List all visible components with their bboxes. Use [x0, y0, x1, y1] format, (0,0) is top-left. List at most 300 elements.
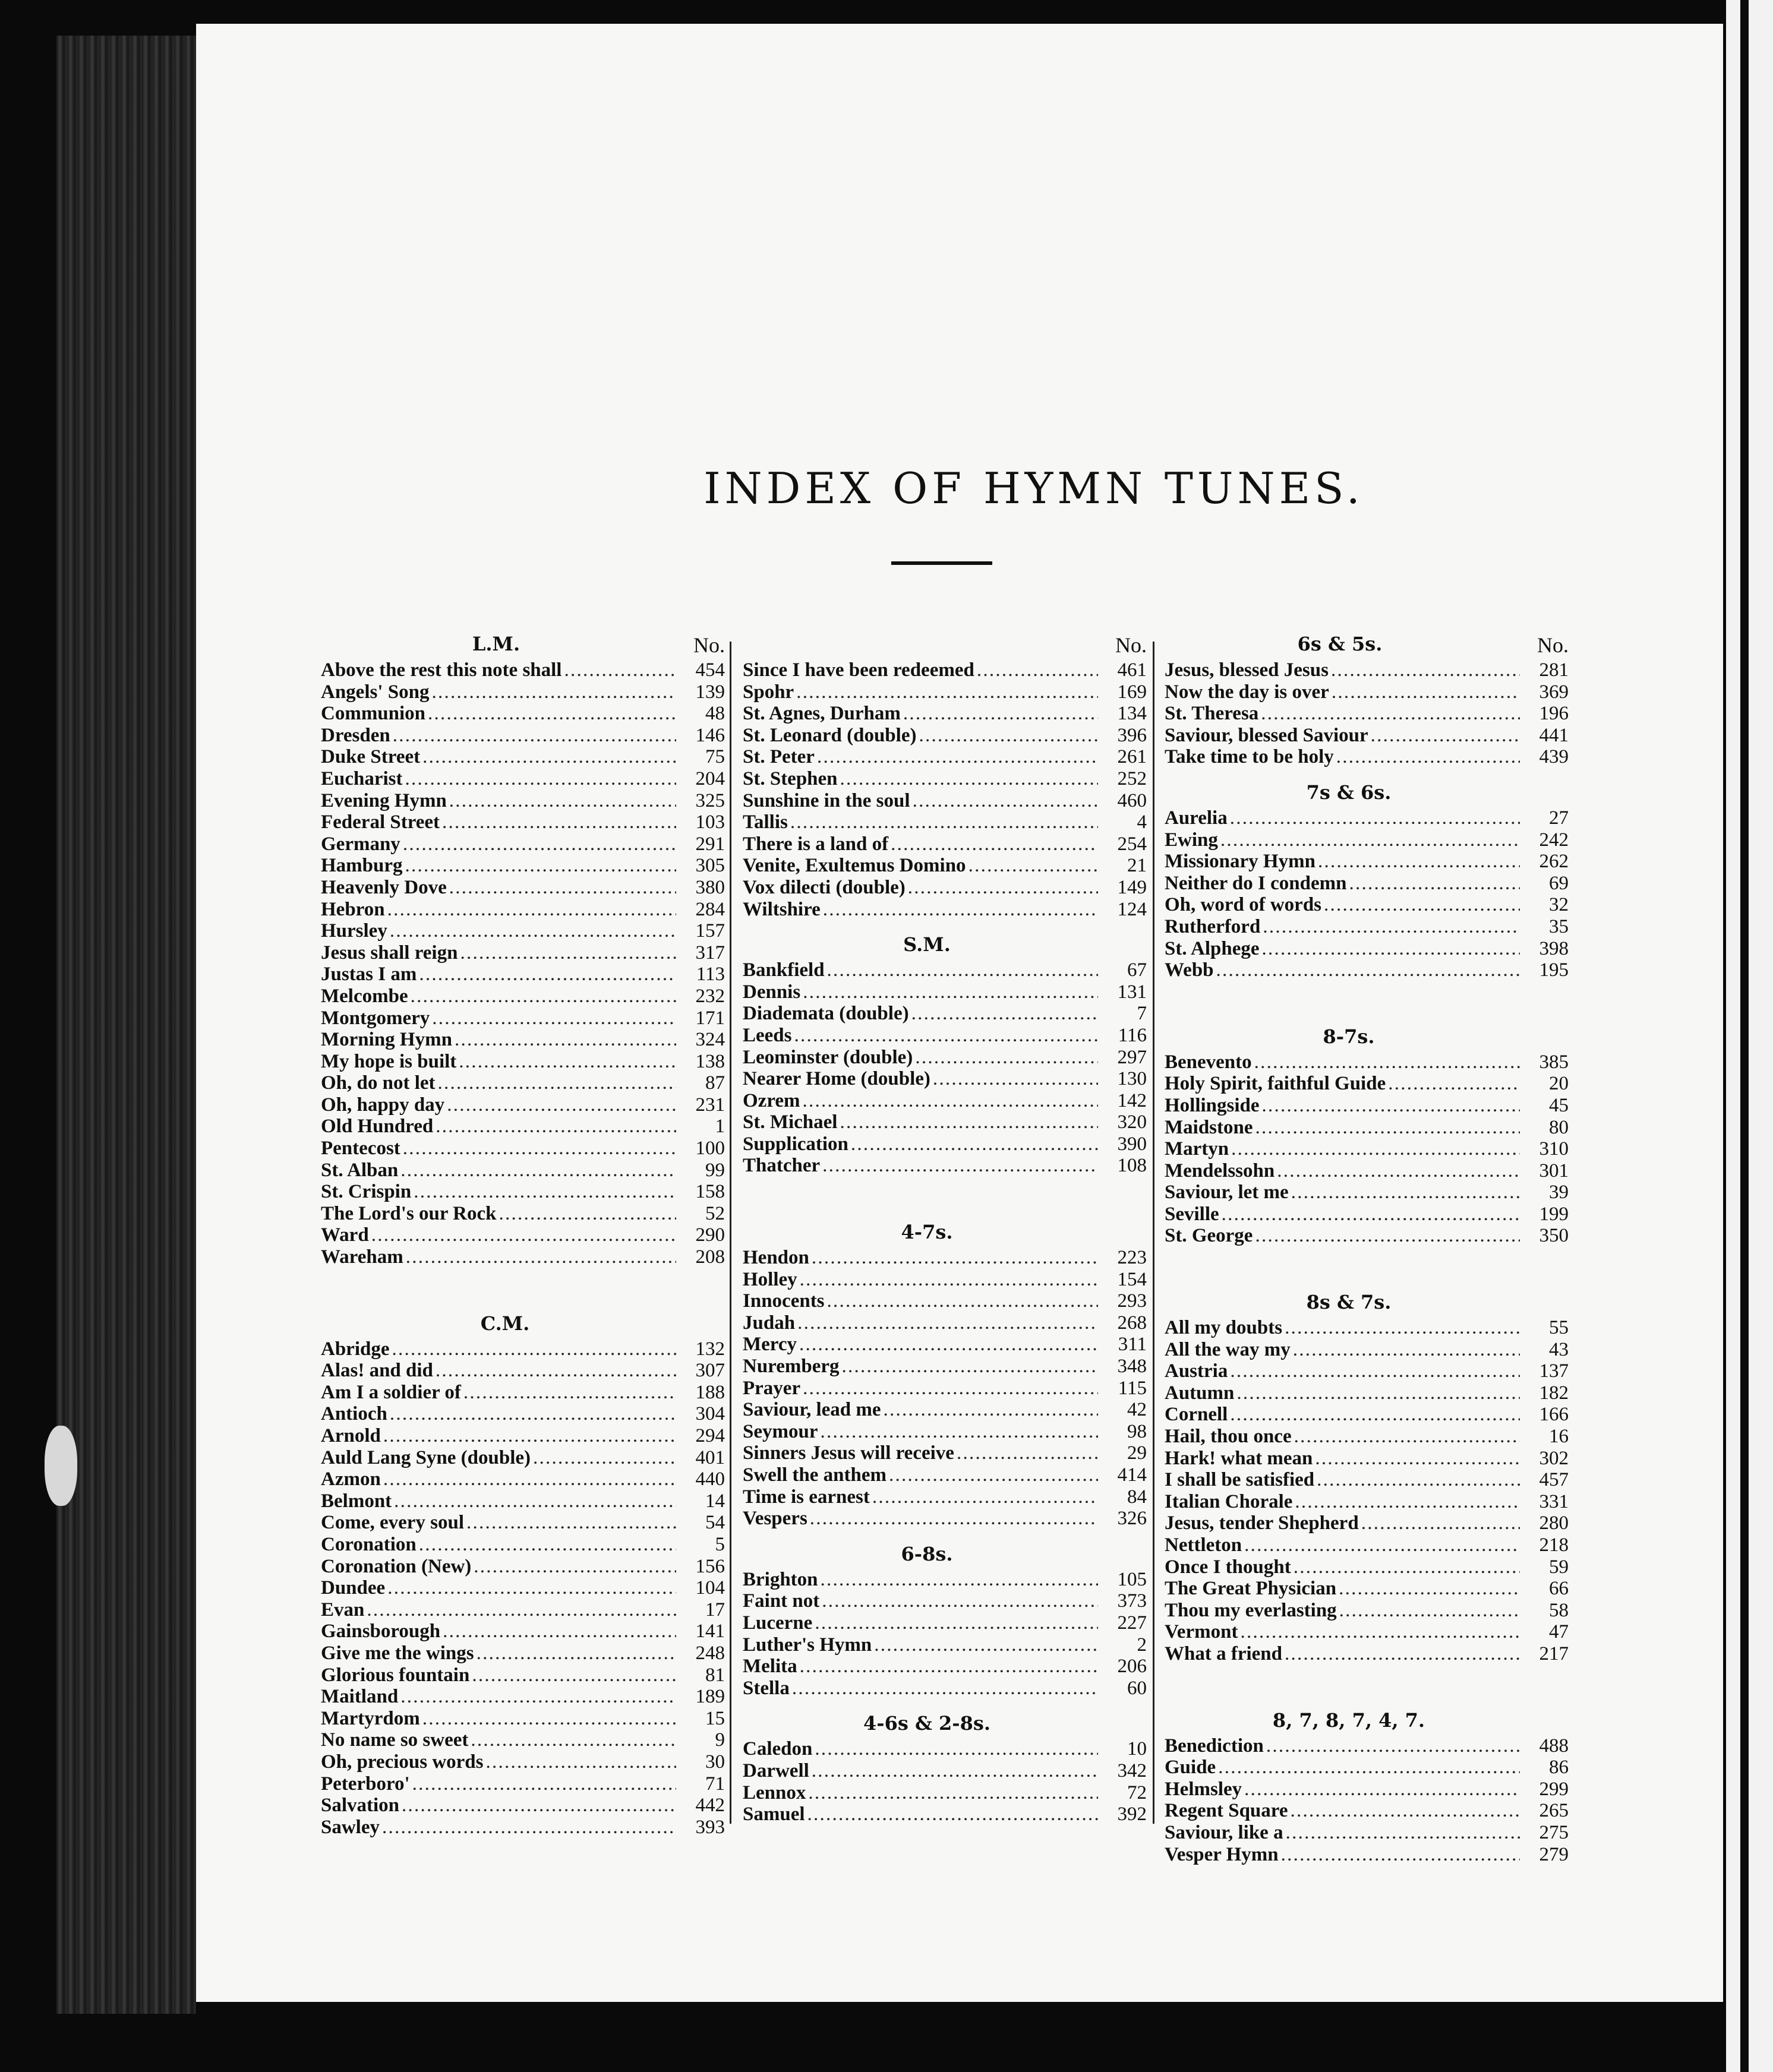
- hymn-number: 189: [695, 1686, 725, 1708]
- tune-name: Peterboro': [321, 1773, 410, 1795]
- hymn-number: 9: [715, 1729, 725, 1751]
- hymn-number: 206: [1117, 1656, 1147, 1678]
- tune-name: Seville: [1165, 1203, 1219, 1225]
- index-entry: [1165, 1491, 1569, 1513]
- book-page-edges: [56, 36, 196, 2014]
- tune-name: Since I have been redeemed: [743, 659, 974, 681]
- tune-name: St. Alban: [321, 1159, 399, 1181]
- hymn-number: 396: [1117, 724, 1147, 746]
- tune-name: Faint not: [743, 1590, 820, 1612]
- index-entry: [743, 1421, 1147, 1443]
- dot-leader: [431, 681, 676, 703]
- index-column-3: [1165, 633, 1569, 1865]
- hymn-number: 457: [1539, 1469, 1569, 1491]
- tune-name: Brighton: [743, 1568, 818, 1590]
- index-entry: [321, 1072, 725, 1094]
- dot-leader: [815, 1738, 1098, 1760]
- tune-name: Hail, thou once: [1165, 1426, 1292, 1448]
- tune-name: Glorious fountain: [321, 1664, 470, 1686]
- tune-name: Saviour, blessed Saviour: [1165, 724, 1368, 746]
- hymn-number: 401: [695, 1446, 725, 1468]
- dot-leader: [817, 746, 1098, 768]
- hymn-number: 105: [1117, 1568, 1147, 1590]
- index-entry: [743, 959, 1147, 981]
- dot-leader: [815, 1612, 1098, 1634]
- tune-name: I shall be satisfied: [1165, 1469, 1315, 1491]
- hymn-number: 199: [1539, 1203, 1569, 1225]
- dot-leader: [1285, 1643, 1520, 1665]
- dot-leader: [449, 790, 676, 812]
- tune-name: Eucharist: [321, 767, 403, 789]
- dot-leader: [564, 659, 676, 681]
- hymn-number: 21: [1127, 855, 1147, 877]
- index-entry: [321, 1751, 725, 1773]
- index-entry: [743, 768, 1147, 790]
- dot-leader: [387, 1577, 676, 1599]
- dot-leader: [1285, 1317, 1520, 1339]
- index-entry: [321, 1773, 725, 1795]
- dot-leader: [419, 964, 676, 986]
- tune-name: Sawley: [321, 1816, 380, 1838]
- index-entry: [321, 1224, 725, 1246]
- section-heading: 4-6s & 2-8s.: [863, 1712, 990, 1735]
- index-entry: [743, 1378, 1147, 1400]
- tune-name: Evan: [321, 1599, 365, 1621]
- index-entry: [1165, 1779, 1569, 1801]
- dot-leader: [792, 1678, 1098, 1700]
- tune-name: Pentecost: [321, 1138, 400, 1160]
- dot-leader: [400, 1686, 676, 1708]
- hymn-number: 488: [1539, 1735, 1569, 1757]
- hymn-number: 35: [1549, 915, 1569, 937]
- index-entry: [321, 746, 725, 768]
- tune-name: Neither do I condemn: [1165, 872, 1347, 894]
- dot-leader: [803, 981, 1098, 1003]
- tune-name: Mendelssohn: [1165, 1160, 1275, 1182]
- dot-leader: [1231, 1138, 1520, 1160]
- hymn-number: 348: [1117, 1356, 1147, 1378]
- dot-leader: [449, 877, 676, 899]
- dot-leader: [851, 1133, 1098, 1155]
- tune-name: Lucerne: [743, 1612, 813, 1634]
- index-entry: [743, 877, 1147, 899]
- index-entry: [743, 1590, 1147, 1612]
- tune-name: Luther's Hymn: [743, 1634, 872, 1656]
- index-entry: [1165, 916, 1569, 938]
- hymn-number: 342: [1117, 1760, 1147, 1782]
- index-entry: [743, 855, 1147, 877]
- tune-name: Sinners Jesus will receive: [743, 1442, 954, 1464]
- hymn-number: 248: [695, 1642, 725, 1664]
- index-entry: [743, 725, 1147, 747]
- dot-leader: [414, 1181, 676, 1203]
- dot-leader: [799, 1334, 1098, 1356]
- dot-leader: [874, 1634, 1098, 1656]
- tune-name: Italian Chorale: [1165, 1490, 1293, 1512]
- hymn-number: 58: [1549, 1599, 1569, 1621]
- dot-leader: [1277, 1160, 1520, 1182]
- dot-leader: [840, 1111, 1098, 1133]
- dot-leader: [1388, 1073, 1520, 1095]
- dot-leader: [400, 1160, 676, 1182]
- index-column-2: [743, 633, 1147, 1825]
- hymn-number: 157: [695, 920, 725, 942]
- section-heading: 7s & 6s.: [1306, 781, 1392, 804]
- tune-name: Diademata (double): [743, 1003, 909, 1025]
- tune-name: Take time to be holy: [1165, 746, 1334, 768]
- index-entry: [743, 1678, 1147, 1700]
- tune-name: Helmsley: [1165, 1778, 1242, 1800]
- dot-leader: [872, 1486, 1098, 1508]
- dot-leader: [442, 811, 676, 833]
- tune-name: Give me the wings: [321, 1642, 474, 1664]
- hymn-number: 262: [1539, 851, 1569, 873]
- facing-page-edge: [1726, 0, 1773, 2072]
- index-entry: [743, 1334, 1147, 1356]
- dot-leader: [403, 1138, 676, 1160]
- tune-name: Bankfield: [743, 959, 825, 981]
- tune-name: Ewing: [1165, 829, 1218, 851]
- index-entry: [321, 1664, 725, 1686]
- index-entry: [1165, 959, 1569, 981]
- index-entry: [743, 1464, 1147, 1486]
- hymn-number: 208: [695, 1246, 725, 1268]
- tune-name: Darwell: [743, 1760, 809, 1782]
- tune-name: Regent Square: [1165, 1800, 1288, 1822]
- hymn-number: 142: [1117, 1089, 1147, 1111]
- index-entry: [1165, 1160, 1569, 1182]
- hymn-number: 390: [1117, 1133, 1147, 1155]
- tune-name: St. Peter: [743, 746, 815, 768]
- dot-leader: [889, 1464, 1098, 1486]
- dot-leader: [390, 1403, 676, 1425]
- index-entry: [743, 833, 1147, 855]
- hymn-number: 30: [705, 1751, 725, 1773]
- index-entry: [1165, 681, 1569, 703]
- tune-name: Benediction: [1165, 1735, 1264, 1757]
- hymn-number: 55: [1549, 1317, 1569, 1339]
- index-entry: [1165, 1182, 1569, 1204]
- hymn-number: 115: [1118, 1377, 1147, 1399]
- tune-name: Thou my everlasting: [1165, 1599, 1337, 1621]
- hymn-number: 373: [1117, 1590, 1147, 1612]
- hymn-number: 45: [1549, 1094, 1569, 1116]
- hymn-number: 134: [1117, 703, 1147, 725]
- hymn-number: 305: [695, 855, 725, 877]
- dot-leader: [474, 1556, 676, 1578]
- dot-leader: [842, 1356, 1098, 1378]
- hymn-number: 350: [1539, 1225, 1569, 1247]
- index-entry: [321, 1138, 725, 1160]
- tune-name: Vox dilecti (double): [743, 876, 906, 898]
- number-column-label: No.: [693, 633, 725, 657]
- index-entry: [321, 1556, 725, 1578]
- tune-name: Communion: [321, 703, 426, 725]
- hymn-number: 14: [705, 1490, 725, 1512]
- tune-name: Swell the anthem: [743, 1464, 886, 1486]
- dot-leader: [812, 1247, 1098, 1269]
- index-entry: [1165, 1643, 1569, 1665]
- index-entry: [1165, 829, 1569, 851]
- tune-name: Heavenly Dove: [321, 876, 447, 898]
- dot-leader: [957, 1442, 1098, 1464]
- dot-leader: [919, 725, 1098, 747]
- index-entry: [1165, 1600, 1569, 1622]
- dot-leader: [1222, 1204, 1520, 1225]
- section-heading: 6s & 5s.: [1297, 633, 1383, 655]
- tune-name: Germany: [321, 833, 400, 855]
- tune-name: Above the rest this note shall: [321, 659, 562, 681]
- tune-name: Coronation: [321, 1533, 417, 1555]
- index-entry: [1165, 938, 1569, 960]
- tune-name: The Lord's our Rock: [321, 1202, 497, 1224]
- dot-leader: [810, 1508, 1098, 1530]
- dot-leader: [840, 768, 1098, 790]
- dot-leader: [1290, 1800, 1520, 1822]
- index-entry: [1165, 1578, 1569, 1600]
- index-entry: [321, 964, 725, 986]
- index-entry: [1165, 659, 1569, 681]
- dot-leader: [472, 1664, 676, 1686]
- tune-name: Aurelia: [1165, 807, 1228, 829]
- index-entry: [1165, 1095, 1569, 1117]
- hymn-number: 17: [705, 1599, 725, 1621]
- index-entry: [321, 855, 725, 877]
- tune-name: Hamburg: [321, 855, 403, 877]
- dot-leader: [800, 1269, 1098, 1291]
- hymn-number: 104: [695, 1577, 725, 1599]
- tune-name: Jesus, blessed Jesus: [1165, 659, 1329, 681]
- dot-leader: [1218, 1757, 1520, 1779]
- index-entry: [1165, 1117, 1569, 1139]
- tune-name: Maitland: [321, 1686, 399, 1708]
- dot-leader: [827, 959, 1098, 981]
- dot-leader: [1317, 1469, 1520, 1491]
- hymn-number: 398: [1539, 937, 1569, 959]
- hymn-number: 154: [1117, 1268, 1147, 1290]
- hymn-number: 440: [695, 1468, 725, 1490]
- hymn-number: 86: [1549, 1757, 1569, 1779]
- tune-name: Gainsborough: [321, 1621, 441, 1643]
- tune-name: Vespers: [743, 1508, 807, 1530]
- index-entry: [743, 1634, 1147, 1656]
- index-entry: [321, 1203, 725, 1225]
- hymn-number: 72: [1127, 1782, 1147, 1803]
- index-entry: [1165, 1534, 1569, 1556]
- index-entry: [743, 1269, 1147, 1291]
- dot-leader: [933, 1068, 1098, 1090]
- hymn-number: 218: [1539, 1534, 1569, 1556]
- tune-name: Salvation: [321, 1795, 400, 1817]
- index-entry: [321, 986, 725, 1007]
- hymn-number: 261: [1117, 746, 1147, 768]
- dot-leader: [797, 1312, 1098, 1334]
- hymn-number: 7: [1137, 1003, 1147, 1025]
- hymn-number: 232: [695, 985, 725, 1007]
- dot-leader: [438, 1072, 676, 1094]
- hymn-number: 67: [1127, 959, 1147, 981]
- index-entry: [1165, 873, 1569, 895]
- dot-leader: [823, 899, 1098, 921]
- index-entry: [1165, 1360, 1569, 1382]
- index-entry: [743, 1356, 1147, 1378]
- hymn-number: 132: [695, 1338, 725, 1360]
- hymn-number: 188: [695, 1381, 725, 1403]
- dot-leader: [827, 1290, 1098, 1312]
- dot-leader: [392, 1338, 677, 1360]
- column-header-row: [743, 633, 1147, 659]
- hymn-number: 113: [696, 964, 725, 986]
- hymn-number: 392: [1117, 1803, 1147, 1825]
- tune-name: There is a land of: [743, 833, 889, 855]
- index-entry: [321, 1686, 725, 1708]
- dot-leader: [1332, 681, 1520, 703]
- hymn-number: 310: [1539, 1138, 1569, 1160]
- tune-name: Leeds: [743, 1024, 792, 1046]
- index-entry: [321, 1599, 725, 1621]
- dot-leader: [908, 877, 1098, 899]
- hymn-number: 385: [1539, 1051, 1569, 1073]
- dot-leader: [1230, 807, 1520, 829]
- dot-leader: [911, 1003, 1098, 1025]
- index-entry: [321, 811, 725, 833]
- dot-leader: [1220, 829, 1520, 851]
- hymn-number: 42: [1127, 1399, 1147, 1421]
- hymn-number: 103: [695, 811, 725, 833]
- index-entry: [1165, 1512, 1569, 1534]
- dot-leader: [466, 1512, 676, 1534]
- hymn-number: 139: [695, 681, 725, 703]
- tune-name: St. George: [1165, 1225, 1253, 1247]
- hymn-number: 137: [1539, 1360, 1569, 1382]
- hymn-number: 326: [1117, 1508, 1147, 1530]
- tune-name: Rutherford: [1165, 915, 1261, 937]
- index-page: [196, 24, 1723, 2002]
- dot-leader: [1244, 1534, 1520, 1556]
- index-entry: [743, 1312, 1147, 1334]
- tune-name: Dennis: [743, 981, 801, 1003]
- number-column-label: No.: [1115, 633, 1147, 657]
- hymn-number: 331: [1539, 1490, 1569, 1512]
- dot-leader: [402, 1795, 676, 1817]
- dot-leader: [977, 659, 1098, 681]
- index-entry: [743, 1782, 1147, 1804]
- index-entry: [321, 1729, 725, 1751]
- dot-leader: [1244, 1779, 1520, 1801]
- hymn-number: 169: [1117, 681, 1147, 703]
- hymn-number: 48: [705, 703, 725, 725]
- dot-leader: [1263, 916, 1520, 938]
- index-column-1: [321, 633, 725, 1838]
- index-entry: [321, 1029, 725, 1051]
- dot-leader: [1216, 959, 1520, 981]
- tune-name: Morning Hymn: [321, 1029, 452, 1051]
- hymn-number: 54: [705, 1512, 725, 1534]
- dot-leader: [1286, 1822, 1520, 1844]
- dot-leader: [822, 1590, 1098, 1612]
- hymn-number: 47: [1549, 1621, 1569, 1643]
- dot-leader: [1230, 1404, 1520, 1426]
- dot-leader: [419, 1534, 676, 1556]
- hymn-number: 254: [1117, 833, 1147, 855]
- index-entry: [321, 790, 725, 812]
- index-entry: [321, 1360, 725, 1382]
- tune-name: Once I thought: [1165, 1556, 1291, 1578]
- index-entry: [321, 1382, 725, 1404]
- tune-name: Oh, word of words: [1165, 894, 1322, 916]
- dot-leader: [822, 1155, 1098, 1177]
- hymn-number: 1: [715, 1116, 725, 1138]
- dot-leader: [1371, 725, 1520, 747]
- hymn-number: 439: [1539, 746, 1569, 768]
- tune-name: Dresden: [321, 724, 390, 746]
- index-entry: [1165, 1225, 1569, 1247]
- tune-name: St. Michael: [743, 1111, 838, 1133]
- index-entry: [1165, 1317, 1569, 1339]
- hymn-number: 5: [715, 1533, 725, 1555]
- dot-leader: [913, 790, 1098, 812]
- tune-name: Missionary Hymn: [1165, 851, 1315, 873]
- hymn-number: 60: [1127, 1677, 1147, 1699]
- hymn-number: 369: [1539, 681, 1569, 703]
- tune-name: Samuel: [743, 1803, 805, 1825]
- index-entry: [743, 1155, 1147, 1177]
- index-entry: [321, 703, 725, 725]
- dot-leader: [1294, 1556, 1520, 1578]
- tune-name: Saviour, lead me: [743, 1399, 881, 1421]
- section-heading: 6-8s.: [901, 1542, 953, 1565]
- tune-name: Venite, Exultemus Domino: [743, 855, 966, 877]
- tune-name: Webb: [1165, 959, 1214, 981]
- index-entry: [321, 768, 725, 790]
- tune-name: What a friend: [1165, 1643, 1282, 1664]
- index-entry: [743, 790, 1147, 812]
- index-entry: [743, 1738, 1147, 1760]
- hymn-number: 291: [695, 833, 725, 855]
- index-entry: [743, 1399, 1147, 1421]
- tune-name: Hollingside: [1165, 1094, 1260, 1116]
- tune-name: Hendon: [743, 1247, 809, 1269]
- dot-leader: [533, 1447, 676, 1469]
- tune-name: Azmon: [321, 1468, 381, 1490]
- hymn-number: 280: [1539, 1512, 1569, 1534]
- hymn-number: 29: [1127, 1442, 1147, 1464]
- dot-leader: [968, 855, 1098, 877]
- index-entry: [743, 811, 1147, 833]
- hymn-number: 217: [1539, 1643, 1569, 1664]
- tune-name: Jesus shall reign: [321, 942, 458, 964]
- dot-leader: [387, 899, 676, 921]
- tune-name: All my doubts: [1165, 1317, 1283, 1339]
- dot-leader: [1331, 659, 1520, 681]
- tune-name: Seymour: [743, 1420, 818, 1442]
- dot-leader: [1261, 703, 1520, 725]
- tune-name: Oh, do not let: [321, 1072, 436, 1094]
- hymn-number: 75: [705, 746, 725, 768]
- column-header-row: [321, 633, 725, 659]
- tune-name: Stella: [743, 1677, 790, 1699]
- index-entry: [743, 1111, 1147, 1133]
- index-entry: [1165, 1844, 1569, 1866]
- dot-leader: [1255, 1117, 1520, 1139]
- index-entry: [321, 1468, 725, 1490]
- hymn-number: 2: [1137, 1634, 1147, 1656]
- index-entry: [743, 746, 1147, 768]
- hymn-number: 27: [1549, 807, 1569, 829]
- dot-leader: [812, 1760, 1098, 1782]
- dot-leader: [422, 1708, 676, 1730]
- index-entry: [743, 1025, 1147, 1047]
